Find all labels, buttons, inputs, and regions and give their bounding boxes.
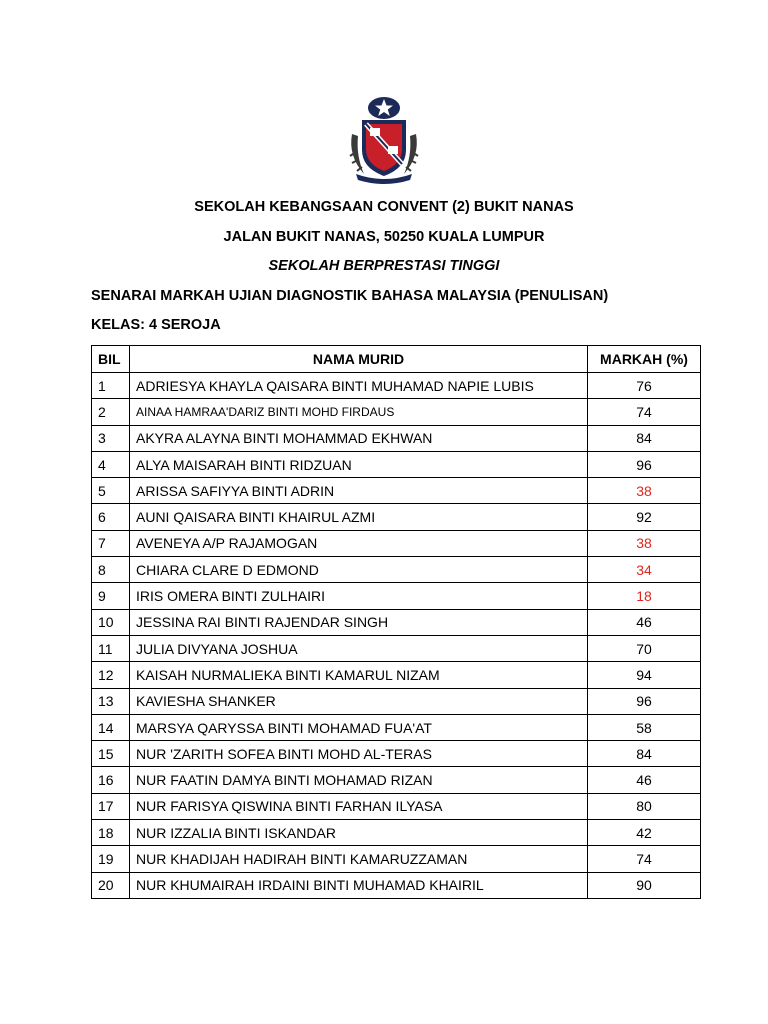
student-name: NUR KHUMAIRAH IRDAINI BINTI MUHAMAD KHAIRIL [130,872,588,898]
row-number: 1 [92,373,130,399]
student-mark: 96 [588,688,701,714]
table-row [92,688,701,714]
student-mark: 34 [588,557,701,583]
table-header-row [92,346,701,373]
table-row [92,872,701,898]
student-name: AINAA HAMRAA'DARIZ BINTI MOHD FIRDAUS [130,399,588,425]
student-mark: 90 [588,872,701,898]
row-number: 9 [92,583,130,609]
student-name: MARSYA QARYSSA BINTI MOHAMAD FUA'AT [130,714,588,740]
table-row [92,557,701,583]
row-number: 18 [92,820,130,846]
student-mark: 38 [588,530,701,556]
student-mark: 58 [588,714,701,740]
student-mark: 46 [588,767,701,793]
student-name: ARISSA SAFIYYA BINTI ADRIN [130,478,588,504]
marks-table [91,345,701,899]
table-row [92,583,701,609]
student-name: JULIA DIVYANA JOSHUA [130,635,588,661]
table-row [92,530,701,556]
student-name: NUR 'ZARITH SOFEA BINTI MOHD AL-TERAS [130,741,588,767]
school-tagline: SEKOLAH BERPRESTASI TINGGI [268,258,500,274]
student-mark: 76 [588,373,701,399]
table-row [92,609,701,635]
table-row [92,373,701,399]
class-label: KELAS: 4 SEROJA [91,317,221,333]
student-name: NUR IZZALIA BINTI ISKANDAR [130,820,588,846]
student-name: AUNI QAISARA BINTI KHAIRUL AZMI [130,504,588,530]
student-mark: 46 [588,609,701,635]
student-name: ALYA MAISARAH BINTI RIDZUAN [130,451,588,477]
school-name: SEKOLAH KEBANGSAAN CONVENT (2) BUKIT NANAS [194,199,574,215]
student-mark: 74 [588,846,701,872]
header-mark: MARKAH (%) [588,346,701,373]
student-mark: 70 [588,635,701,661]
school-crest-logo [346,94,422,186]
table-row [92,451,701,477]
student-name: KAVIESHA SHANKER [130,688,588,714]
row-number: 7 [92,530,130,556]
header-bil: BIL [92,346,130,373]
student-name: JESSINA RAI BINTI RAJENDAR SINGH [130,609,588,635]
student-name: KAISAH NURMALIEKA BINTI KAMARUL NIZAM [130,662,588,688]
student-mark: 18 [588,583,701,609]
student-mark: 96 [588,451,701,477]
row-number: 5 [92,478,130,504]
student-name: NUR KHADIJAH HADIRAH BINTI KAMARUZZAMAN [130,846,588,872]
student-mark: 84 [588,741,701,767]
student-mark: 42 [588,820,701,846]
student-mark: 74 [588,399,701,425]
student-name: NUR FARISYA QISWINA BINTI FARHAN ILYASA [130,793,588,819]
table-row [92,793,701,819]
row-number: 19 [92,846,130,872]
table-row [92,741,701,767]
row-number: 6 [92,504,130,530]
table-row [92,820,701,846]
table-row [92,425,701,451]
student-name: AKYRA ALAYNA BINTI MOHAMMAD EKHWAN [130,425,588,451]
student-mark: 94 [588,662,701,688]
header-name: NAMA MURID [130,346,588,373]
table-row [92,662,701,688]
row-number: 15 [92,741,130,767]
row-number: 20 [92,872,130,898]
row-number: 12 [92,662,130,688]
school-address: JALAN BUKIT NANAS, 50250 KUALA LUMPUR [223,229,545,245]
row-number: 11 [92,635,130,661]
table-row [92,767,701,793]
student-name: CHIARA CLARE D EDMOND [130,557,588,583]
student-name: AVENEYA A/P RAJAMOGAN [130,530,588,556]
student-mark: 80 [588,793,701,819]
row-number: 2 [92,399,130,425]
row-number: 10 [92,609,130,635]
student-name: NUR FAATIN DAMYA BINTI MOHAMAD RIZAN [130,767,588,793]
list-title: SENARAI MARKAH UJIAN DIAGNOSTIK BAHASA MALAYSIA (PENULISAN) [91,288,609,304]
student-mark: 84 [588,425,701,451]
row-number: 17 [92,793,130,819]
table-row [92,714,701,740]
row-number: 13 [92,688,130,714]
student-mark: 38 [588,478,701,504]
table-row [92,504,701,530]
row-number: 3 [92,425,130,451]
table-row [92,635,701,661]
student-name: IRIS OMERA BINTI ZULHAIRI [130,583,588,609]
table-row [92,846,701,872]
student-mark: 92 [588,504,701,530]
row-number: 16 [92,767,130,793]
student-name: ADRIESYA KHAYLA QAISARA BINTI MUHAMAD NAPIE LUBIS [130,373,588,399]
table-row [92,399,701,425]
row-number: 4 [92,451,130,477]
row-number: 8 [92,557,130,583]
row-number: 14 [92,714,130,740]
table-body [92,373,701,899]
table-row [92,478,701,504]
